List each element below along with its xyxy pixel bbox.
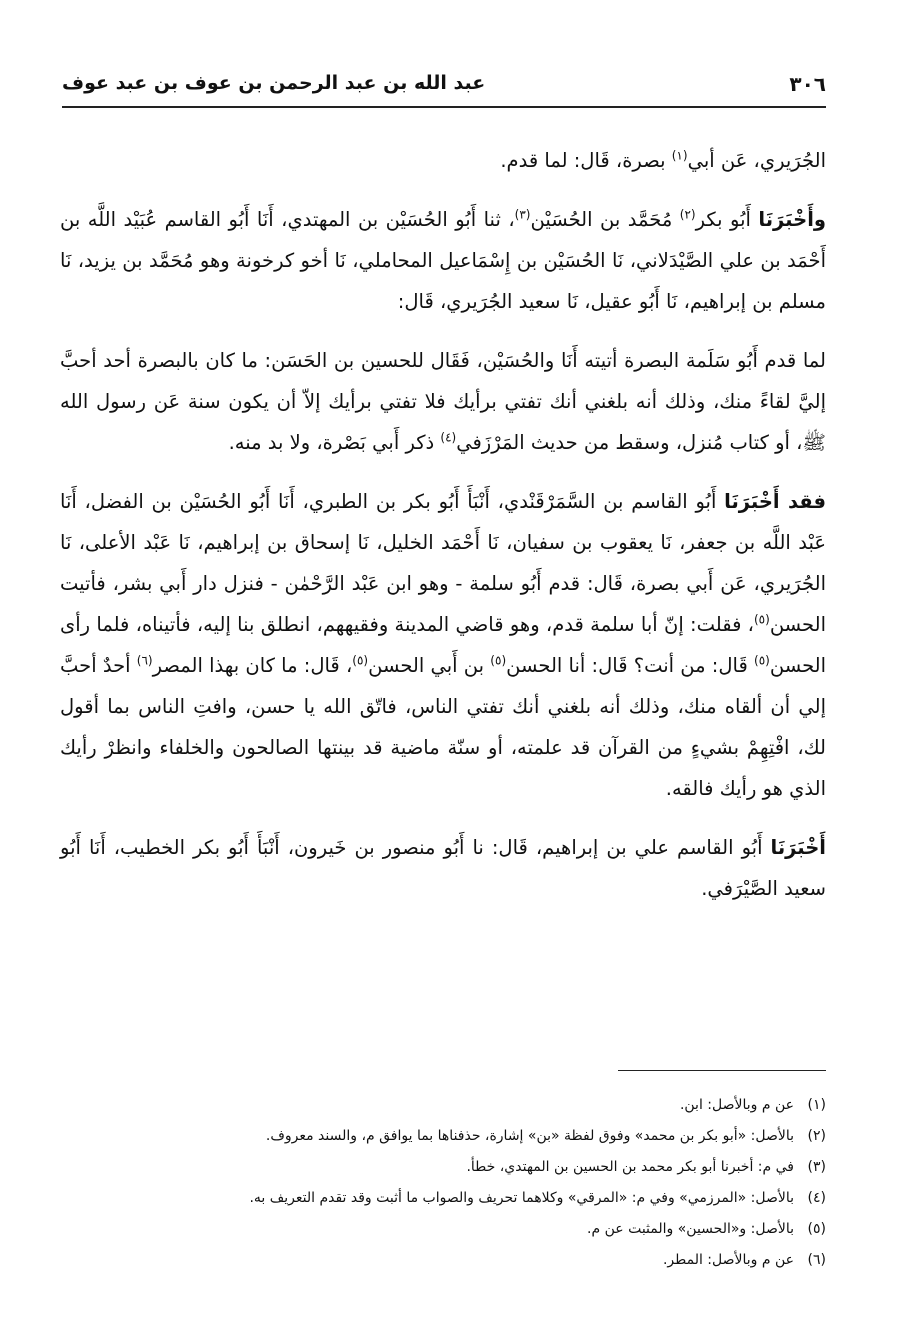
paragraph-lead: أَخْبَرَنَا bbox=[770, 836, 826, 859]
footnote bbox=[60, 1214, 826, 1245]
paragraph bbox=[60, 827, 826, 909]
text-segment: الجُرَيري، عَن أبي bbox=[687, 149, 826, 172]
footnote-reference: (١) bbox=[671, 148, 688, 163]
paragraph bbox=[60, 340, 826, 463]
footnote-text: في م: أخبرنا أبو بكر محمد بن الحسين بن المهتدي، خطأ. bbox=[466, 1159, 794, 1175]
footnote-divider bbox=[618, 1070, 826, 1071]
footnote-reference: (٣) bbox=[514, 207, 531, 222]
footnote-reference: (٤) bbox=[440, 430, 457, 445]
text-segment: ، ثنا أَبُو الحُسَيْن بن المهتدي، أَنَا أَبُو القاسم عُبَيْد اللَّه بن أَحْمَد بن علي الصَّيْدَلاني، نَا الحُسَيْن بن إِسْمَاعيل المحاملي، نَا أخو كرخونة وهو مُحَمَّد بن يزيد، نَا مسلم بن إبراهيم، نَا أَبُو عقيل، نَا سعيد الجُرَيري، قَال: bbox=[60, 208, 826, 313]
paragraph-lead: فقد أَخْبَرَنَا bbox=[724, 490, 827, 513]
text-segment: ، فقلت: إنّ أبا سلمة قدم، وهو قاضي المدينة وفقيههم، انطلق بنا إليه، فأتيناه، فلما رأى الحسن bbox=[60, 613, 827, 677]
main-text bbox=[60, 140, 826, 927]
footnote bbox=[60, 1152, 826, 1183]
footnote-number: (٣) bbox=[807, 1159, 826, 1175]
footnote-text: بالأصل: و«الحسين» والمثبت عن م. bbox=[587, 1221, 794, 1237]
footnote-reference: (٥) bbox=[490, 653, 507, 668]
footnote-reference: (٦) bbox=[136, 653, 153, 668]
text-segment: أَبُو القاسم علي بن إبراهيم، قَال: نا أَبُو منصور بن خَيرون، أَنْبَأَ أَبُو بكر الخطيب، أَنَا أَبُو سعيد الصَّيْرَفي. bbox=[60, 836, 826, 900]
text-segment: لما قدم أَبُو سَلَمة البصرة أتيته أَنَا والحُسَيْن، فَقَال للحسين بن الحَسَن: ما كان بالبصرة أحد أحبَّ إليَّ لقاءً منك، وذلك أنه بلغني أنك تفتي برأيك فلا تفتي برأيك إلاّ أن يكون سنة عَن رسول الله ﷺ، أو كتاب مُنزل، وسقط من حديث المَرْزَفي bbox=[60, 349, 826, 454]
text-segment: قَال: من أنت؟ قَال: أنا الحسن bbox=[506, 654, 755, 677]
footnote-reference: (٥) bbox=[754, 653, 770, 668]
running-title: عبد الله بن عبد الرحمن بن عوف بن عبد عوف bbox=[62, 72, 486, 94]
paragraph bbox=[60, 199, 826, 322]
footnote-number: (٤) bbox=[807, 1190, 826, 1206]
footnote bbox=[60, 1245, 826, 1276]
footnote-number: (١) bbox=[807, 1097, 826, 1113]
paragraph bbox=[60, 140, 826, 181]
text-segment: أَبُو القاسم بن السَّمَرْقَنْدي، أَنْبَأَ أَبُو بكر بن الطبري، أَنَا أَبُو الحُسَيْن بن الفضل، أَنَا عَبْد اللَّه بن جعفر، نَا يعقوب بن سفيان، نَا أَحْمَد الخليل، نَا إسحاق بن إبراهيم، نَا عَبْد الأعلى، نَا الجُرَيري، عَن أَبي بصرة، قَال: قدم أَبُو سلمة - وهو ابن عَبْد الرَّحْمٰن - فنزل دار أَبي بشر، فأتيت الحسن bbox=[60, 490, 826, 636]
text-segment: مُحَمَّد بن الحُسَيْن bbox=[530, 208, 680, 231]
footnote-text: بالأصل: «المرزمي» وفي م: «المرقي» وكلاهما تحريف والصواب ما أثبت وقد تقدم التعريف به. bbox=[249, 1190, 794, 1206]
page-number: ٣٠٦ bbox=[789, 72, 826, 96]
footnote bbox=[60, 1183, 826, 1214]
paragraph bbox=[60, 481, 826, 809]
text-segment: بصرة، قَال: لما قدم. bbox=[500, 149, 672, 172]
footnote-reference: (٥) bbox=[352, 653, 369, 668]
footnote bbox=[60, 1121, 826, 1152]
footnote-text: عن م وبالأصل: المطر. bbox=[662, 1252, 794, 1268]
footnotes-list bbox=[60, 1090, 826, 1276]
text-segment: بن أَبي الحسن bbox=[368, 654, 491, 677]
footnote-text: عن م وبالأصل: ابن. bbox=[679, 1097, 794, 1113]
footnote-number: (٦) bbox=[807, 1252, 826, 1268]
page-header bbox=[62, 70, 826, 108]
footnote-reference: (٥) bbox=[753, 612, 770, 627]
footnote-number: (٥) bbox=[807, 1221, 826, 1237]
paragraph-lead: وأَخْبَرَنَا bbox=[758, 208, 826, 231]
text-segment: أَبُو بكر bbox=[695, 208, 759, 231]
footnote-number: (٢) bbox=[807, 1128, 826, 1144]
footnote-reference: (٢) bbox=[679, 207, 696, 222]
text-segment: ، قَال: ما كان بهذا المصر bbox=[152, 654, 353, 677]
text-segment: ذكر أَبي بَصْرة، ولا بد منه. bbox=[228, 431, 441, 454]
footnote-text: بالأصل: «أبو بكر بن محمد» وفوق لفظة «بن» إشارة، حذفناها بما يوافق م، والسند معروف. bbox=[265, 1128, 794, 1144]
text-segment: أحدٌ أحبَّ إلي أن ألقاه منك، وذلك أنه بلغني أنك تفتي الناس، فاتّق الله يا حسن، وافتِ الناس بما أقول لك، افْتِهِمْ بشيءٍ من القرآن قد علمته، أو سنّة ماضية قد بينتها الصالحون والخلفاء وانظرْ رأيك الذي هو رأيك فالقه. bbox=[60, 654, 826, 800]
footnote bbox=[60, 1090, 826, 1121]
